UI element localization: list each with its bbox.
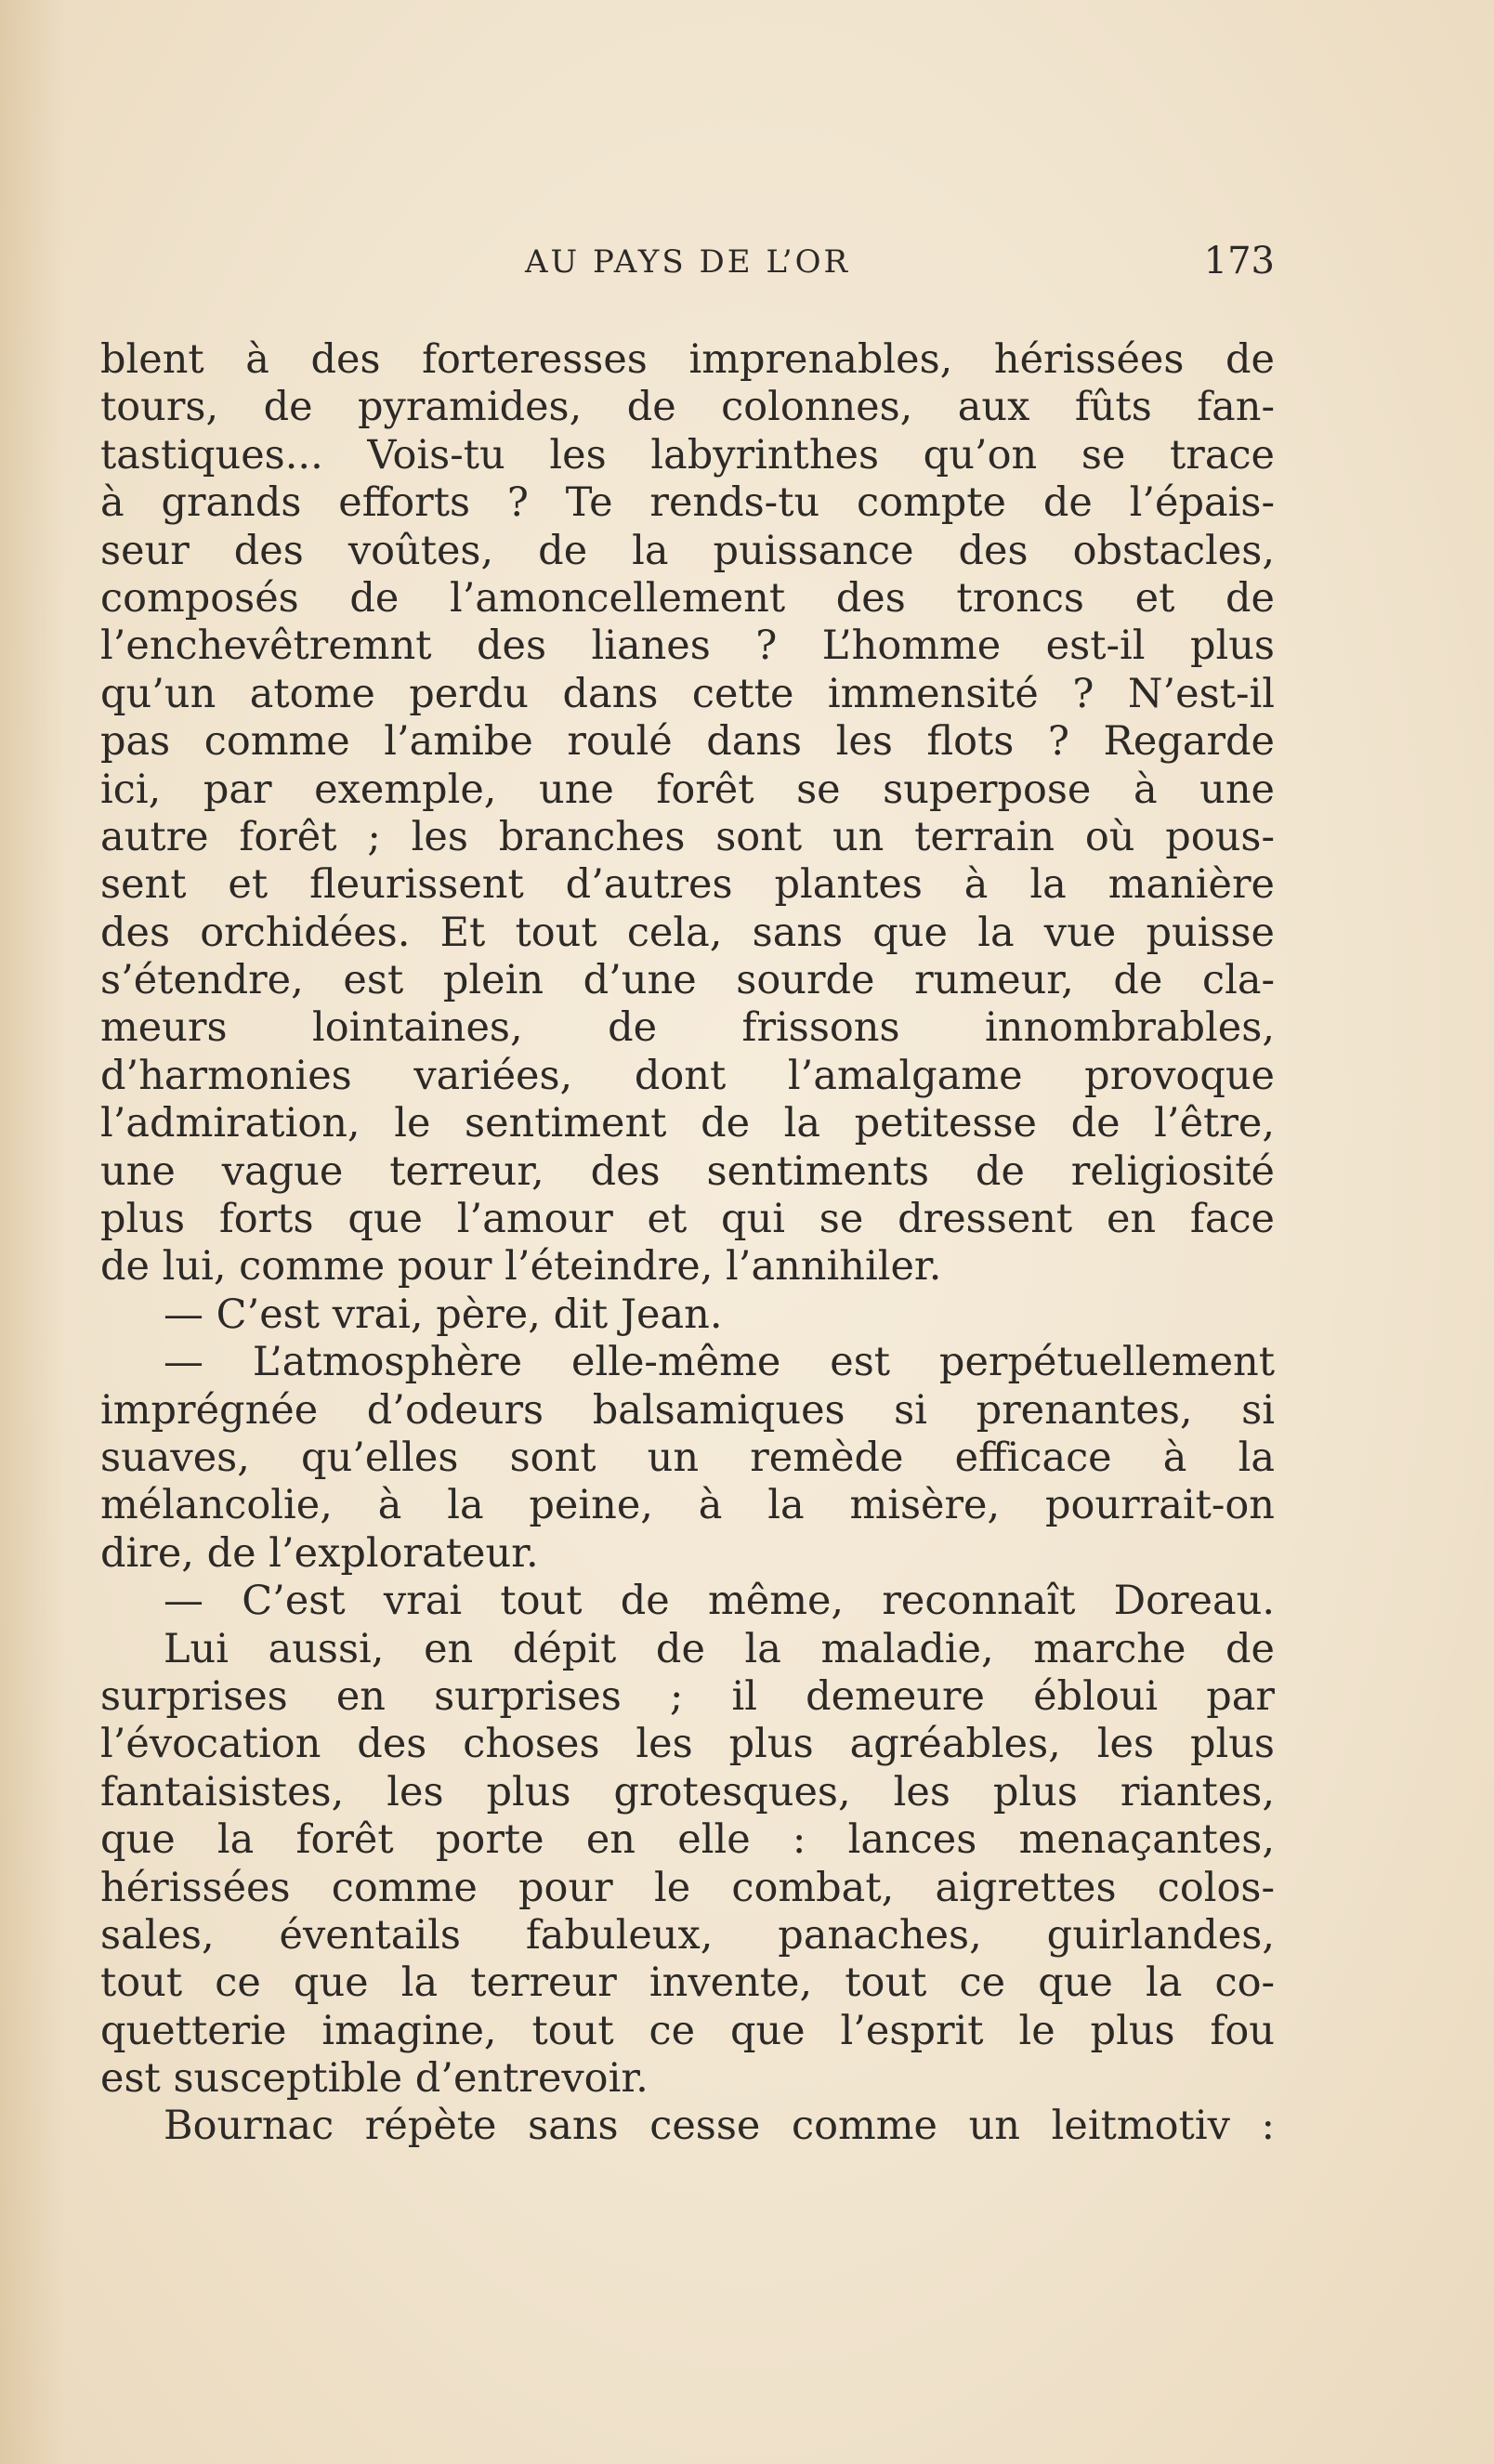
text-line: suaves, qu’elles sont un remède efficace à la <box>100 1434 1275 1481</box>
text-line: hérissées comme pour le combat, aigrettes colos- <box>100 1864 1275 1911</box>
body-text <box>100 336 1275 2151</box>
text-line: d’harmonies variées, dont l’amalgame provoque <box>100 1052 1275 1099</box>
text-line: autre forêt ; les branches sont un terrain où pous- <box>100 813 1275 860</box>
text-line: tastiques... Vois-tu les labyrinthes qu’on se trace <box>100 431 1275 478</box>
text-line: pas comme l’amibe roulé dans les flots ? Regarde <box>100 718 1275 766</box>
page-number: 173 <box>1203 240 1275 282</box>
text-line: — L’atmosphère elle-même est perpétuellement <box>164 1339 1275 1386</box>
text-line: que la forêt porte en elle : lances menaçantes, <box>100 1816 1275 1864</box>
text-line: composés de l’amoncellement des troncs et de <box>100 574 1275 622</box>
text-line: tours, de pyramides, de colonnes, aux fûts fan- <box>100 384 1275 431</box>
text-line: l’enchevêtremnt des lianes ? L’homme est-il plus <box>100 623 1275 670</box>
text-line: ici, par exemple, une forêt se superpose à une <box>100 766 1275 813</box>
text-line: des orchidées. Et tout cela, sans que la vue puisse <box>100 909 1275 956</box>
text-line: de lui, comme pour l’éteindre, l’annihiler. <box>100 1243 942 1291</box>
page-header <box>100 240 1275 290</box>
text-line: sales, éventails fabuleux, panaches, guirlandes, <box>100 1911 1275 1959</box>
text-line: quetterie imagine, tout ce que l’esprit le plus fou <box>100 2007 1275 2054</box>
text-line: dire, de l’explorateur. <box>100 1529 539 1577</box>
text-line: imprégnée d’odeurs balsamiques si prenantes, si <box>100 1386 1275 1434</box>
text-line: Bournac répète sans cesse comme un leitmotiv : <box>164 2103 1275 2150</box>
text-line: tout ce que la terreur invente, tout ce que la co- <box>100 1959 1275 2007</box>
text-line: une vague terreur, des sentiments de religiosité <box>100 1147 1275 1195</box>
text-line: — C’est vrai tout de même, reconnaît Doreau. <box>164 1578 1275 1625</box>
text-line: seur des voûtes, de la puissance des obstacles, <box>100 527 1275 574</box>
text-line: plus forts que l’amour et qui se dressent en face <box>100 1196 1275 1243</box>
text-line: qu’un atome perdu dans cette immensité ? N’est-il <box>100 670 1275 717</box>
running-title: AU PAYS DE L’OR <box>524 243 851 281</box>
text-line: surprises en surprises ; il demeure ébloui par <box>100 1672 1275 1720</box>
text-line: est susceptible d’entrevoir. <box>100 2055 649 2103</box>
text-line: l’évocation des choses les plus agréables, les plus <box>100 1721 1275 1768</box>
text-line: — C’est vrai, père, dit Jean. <box>164 1291 723 1338</box>
text-line: s’étendre, est plein d’une sourde rumeur, de cla- <box>100 957 1275 1004</box>
text-line: à grands efforts ? Te rends-tu compte de l’épais- <box>100 479 1275 527</box>
text-line: l’admiration, le sentiment de la petitesse de l’être, <box>100 1100 1275 1147</box>
text-line: blent à des forteresses imprenables, hérissées de <box>100 336 1275 383</box>
text-line: meurs lointaines, de frissons innombrables, <box>100 1004 1275 1052</box>
text-line: sent et fleurissent d’autres plantes à la manière <box>100 861 1275 909</box>
text-line: Lui aussi, en dépit de la maladie, marche de <box>164 1625 1275 1672</box>
text-line: fantaisistes, les plus grotesques, les plus riantes, <box>100 1768 1275 1815</box>
text-line: mélancolie, à la peine, à la misère, pourrait-on <box>100 1482 1275 1529</box>
